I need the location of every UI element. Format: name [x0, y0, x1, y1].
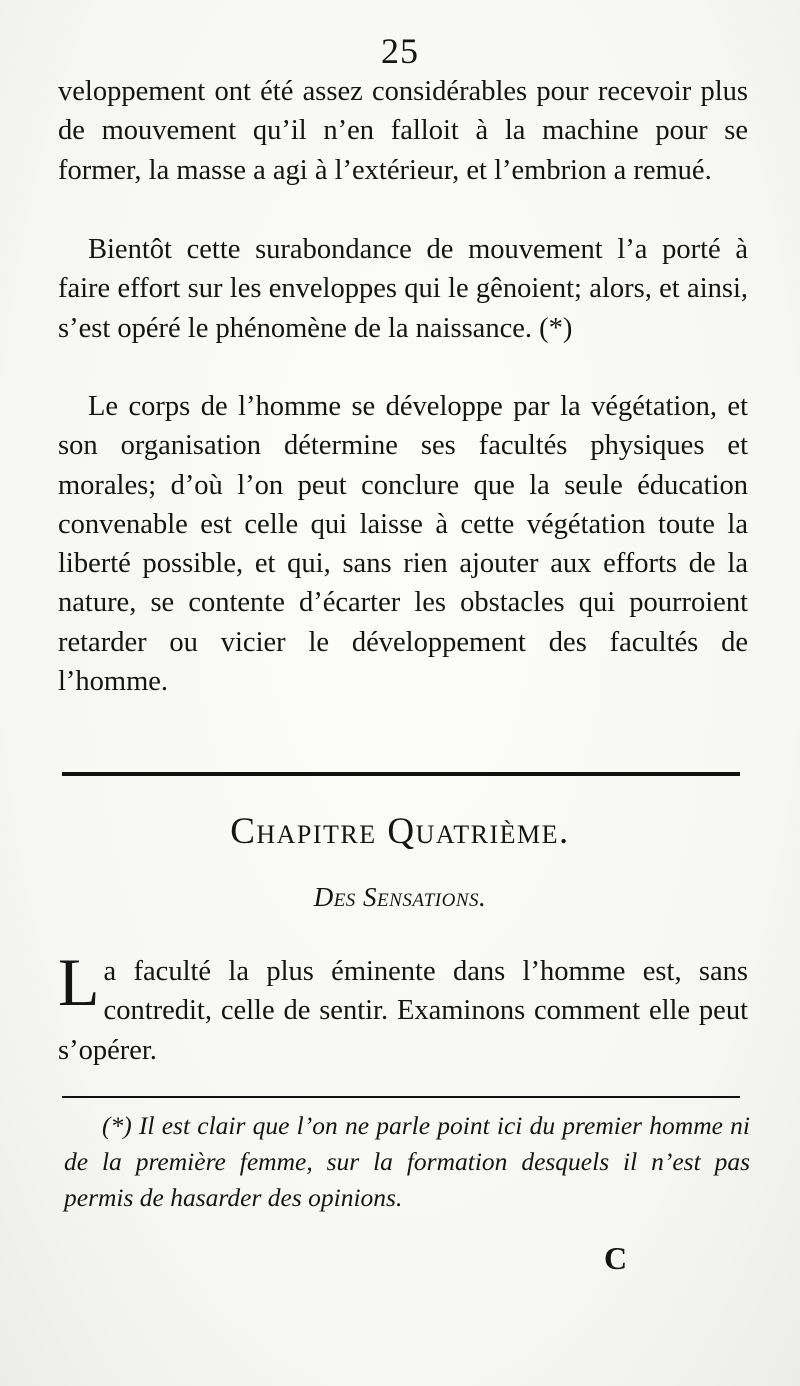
footnote: (*) Il est clair que l’on ne parle point ici du premier homme ni de la première femme, sur la formation desquels il n’est pas permis de hasarder des opinions. [64, 1111, 750, 1212]
paragraph-text: Le corps de l’homme se développe par la végétation, et son organisation détermine ses facultés physiques et morales; d’où l’on peut conclure que la seule éducation convenable est celle qui laisse à cette végétation toute la liberté possible, et qui, sans rien ajouter aux efforts de la nature, se contente d’écarter les obstacles qui pourroient retarder ou vicier le développement des facultés de l’homme. [58, 391, 748, 698]
chapter-title: Chapitre Quatrième. [230, 811, 570, 852]
paragraph-sensations [58, 944, 748, 1070]
paragraph-text: Bientôt cette surabondance de mouvement l’a porté à faire effort sur les enveloppes qui le gênoient; alors, et ainsi, s’est opéré le phénomène de la naissance. (*) [58, 234, 748, 344]
paragraph-text: veloppement ont été assez considérables pour recevoir plus de mouvement qu’il n’en falloit à la machine pour se former, la masse a agi à l’extérieur, et l’embrion a remué. [58, 76, 748, 186]
paragraph-development [58, 387, 748, 701]
paragraph-text: a faculté la plus éminente dans l’homme est, sans contredit, celle de sentir. Examinons comment elle peut s’opérer. [58, 956, 748, 1066]
footnote-divider [62, 1096, 740, 1098]
paragraph-birth [58, 230, 748, 348]
page-number: 25 [381, 31, 419, 71]
section-title: Des Sensations. [313, 882, 487, 912]
drop-cap: L [58, 944, 100, 1020]
paragraph-continuation [58, 72, 748, 190]
signature-mark: C [604, 1240, 628, 1276]
chapter-divider [62, 772, 740, 776]
